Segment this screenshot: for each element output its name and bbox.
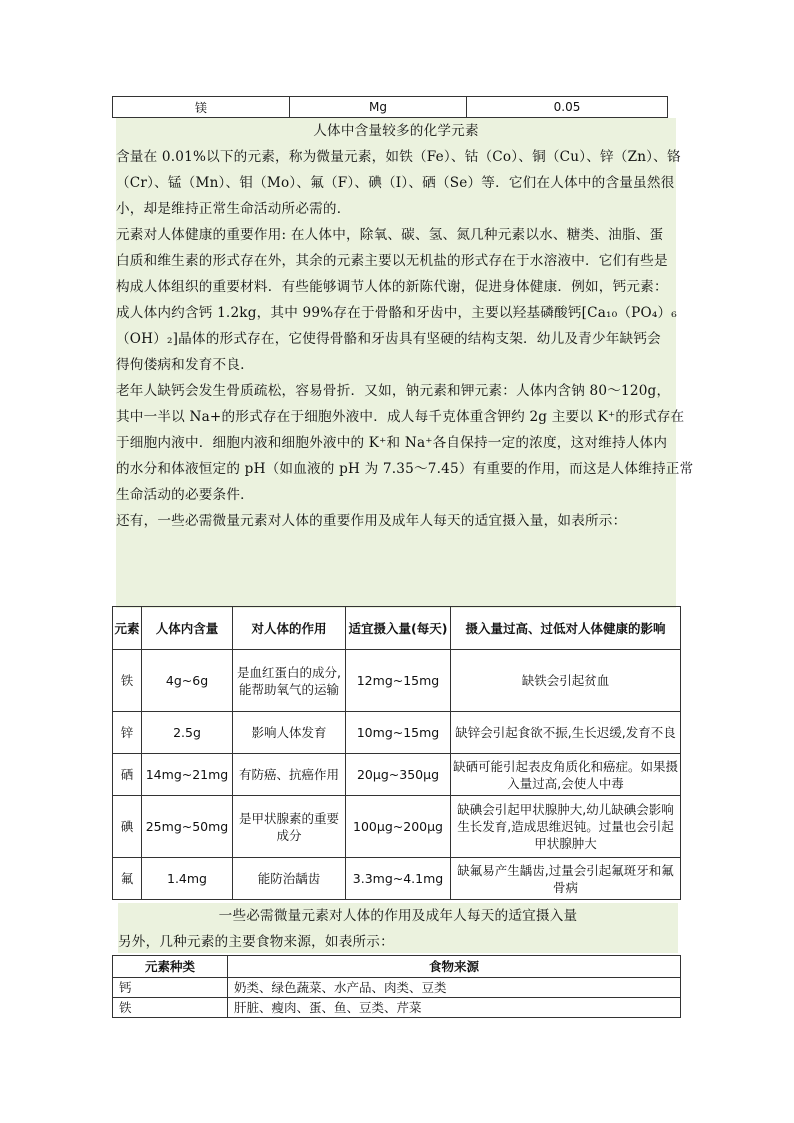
paragraph-line: 成人体内约含钙 1.2kg，其中 99%存在于骨骼和牙齿中，主要以羟基磷酸钙[Ca₁₀（PO₄）₆ [116,305,677,321]
content-cell: 2.5g [142,712,233,754]
top-table [112,96,668,118]
paragraph-line: （OH）₂]晶体的形式存在，它使得骨骼和牙齿具有坚硬的结构支架．幼儿及青少年缺钙会 [116,331,661,347]
table-row [113,998,681,1018]
paragraph-5: 另外，几种元素的主要食物来源，如表所示： [118,934,394,950]
table-row [113,712,681,754]
paragraph-1 [116,144,681,222]
content-cell: 4g~6g [142,650,233,712]
table-row [113,97,668,118]
function-cell: 有防癌、抗癌作用 [233,754,346,796]
caption-block [118,903,678,953]
element-cell: 镁 [113,97,290,118]
food-cell: 肝脏、瘦肉、蛋、鱼、豆类、芹菜 [228,998,681,1018]
intake-cell: 20μg~350μg [346,754,451,796]
intake-cell: 3.3mg~4.1mg [346,858,451,900]
table-row [113,650,681,712]
header-cell: 元素 [113,607,142,650]
food-source-table [112,955,681,1018]
function-cell: 影响人体发育 [233,712,346,754]
paragraph-line: 小，却是维持正常生命活动所必需的． [116,201,351,217]
intake-cell: 10mg~15mg [346,712,451,754]
element-cell: 钙 [113,978,228,998]
table-row [113,858,681,900]
paragraph-4: 还有，一些必需微量元素对人体的重要作用及成年人每天的适宜摄入量，如表所示： [116,513,627,529]
header-cell: 对人体的作用 [233,607,346,650]
element-cell: 锌 [113,712,142,754]
paragraph-line: 含量在 0.01%以下的元素，称为微量元素，如铁（Fe）、钴（Co）、铜（Cu）、锌（Zn）、铬 [116,149,681,165]
food-cell: 奶类、绿色蔬菜、水产品、肉类、豆类 [228,978,681,998]
element-cell: 铁 [113,998,228,1018]
paragraph-2 [116,222,676,378]
table-row [113,754,681,796]
effect-cell: 缺锌会引起食欲不振,生长迟缓,发育不良 [451,712,681,754]
effect-cell: 缺硒可能引起表皮角质化和癌症。如果摄入量过高,会使人中毒 [451,754,681,796]
table-row [113,796,681,858]
paragraph-line: 于细胞内液中．细胞内液和细胞外液中的 K⁺和 Na⁺各自保持一定的浓度，这对维持人体内 [116,435,668,451]
effect-cell: 缺氟易产生龋齿,过量会引起氟斑牙和氟骨病 [451,858,681,900]
header-cell: 摄入量过高、过低对人体健康的影响 [451,607,681,650]
function-cell: 是血红蛋白的成分,能帮助氧气的运输 [233,650,346,712]
trace-element-table [112,606,681,900]
paragraph-line: 得佝偻病和发育不良. [116,357,245,373]
intake-cell: 12mg~15mg [346,650,451,712]
table-header-row [113,956,681,978]
paragraph-line: 的水分和体液恒定的 pH（如血液的 pH 为 7.35～7.45）有重要的作用，而这是人体维持正常 [116,461,694,477]
content-cell: 25mg~50mg [142,796,233,858]
table-header-row [113,607,681,650]
symbol-cell: Mg [290,97,467,118]
content-cell: 1.4mg [142,858,233,900]
element-cell: 硒 [113,754,142,796]
value-cell: 0.05 [467,97,668,118]
paragraph-line: 元素对人体健康的重要作用: 在人体中，除氧、碳、氢、氮几种元素以水、糖类、油脂、蛋 [116,227,664,243]
paragraph-line: 白质和维生素的形式存在外，其余的元素主要以无机盐的形式存在于水溶液中．它们有些是 [116,253,668,269]
paragraph-line: （Cr）、锰（Mn）、钼（Mo）、氟（F）、碘（I）、硒（Se）等．它们在人体中的含量虽然很 [116,175,675,191]
header-cell: 人体内含量 [142,607,233,650]
header-cell: 适宜摄入量(每天) [346,607,451,650]
header-cell: 食物来源 [228,956,681,978]
element-cell: 铁 [113,650,142,712]
effect-cell: 缺铁会引起贫血 [451,650,681,712]
paragraph-line: 生命活动的必要条件． [116,487,254,503]
element-cell: 碘 [113,796,142,858]
effect-cell: 缺碘会引起甲状腺肿大,幼儿缺碘会影响生长发育,造成思维迟钝。过量也会引起甲状腺肿大 [451,796,681,858]
function-cell: 是甲状腺素的重要成分 [233,796,346,858]
text-block [116,118,694,608]
intake-cell: 100μg~200μg [346,796,451,858]
paragraph-line: 其中一半以 Na+的形式存在于细胞外液中．成人每千克体重含钾约 2g 主要以 K⁺的形式存在 [116,409,685,425]
table-row [113,978,681,998]
paragraph-line: 构成人体组织的重要材料．有些能够调节人体的新陈代谢，促进身体健康．例如，钙元素： [116,279,668,295]
paragraph-line: 老年人缺钙会发生骨质疏松，容易骨折．又如，钠元素和钾元素：人体内含钠 80～120g， [116,383,671,399]
section2-title: 一些必需微量元素对人体的作用及成年人每天的适宜摄入量 [218,908,578,924]
element-cell: 氟 [113,858,142,900]
function-cell: 能防治龋齿 [233,858,346,900]
header-cell: 元素种类 [113,956,228,978]
content-cell: 14mg~21mg [142,754,233,796]
paragraph-3 [116,378,694,508]
section1-title: 人体中含量较多的化学元素 [313,123,479,139]
